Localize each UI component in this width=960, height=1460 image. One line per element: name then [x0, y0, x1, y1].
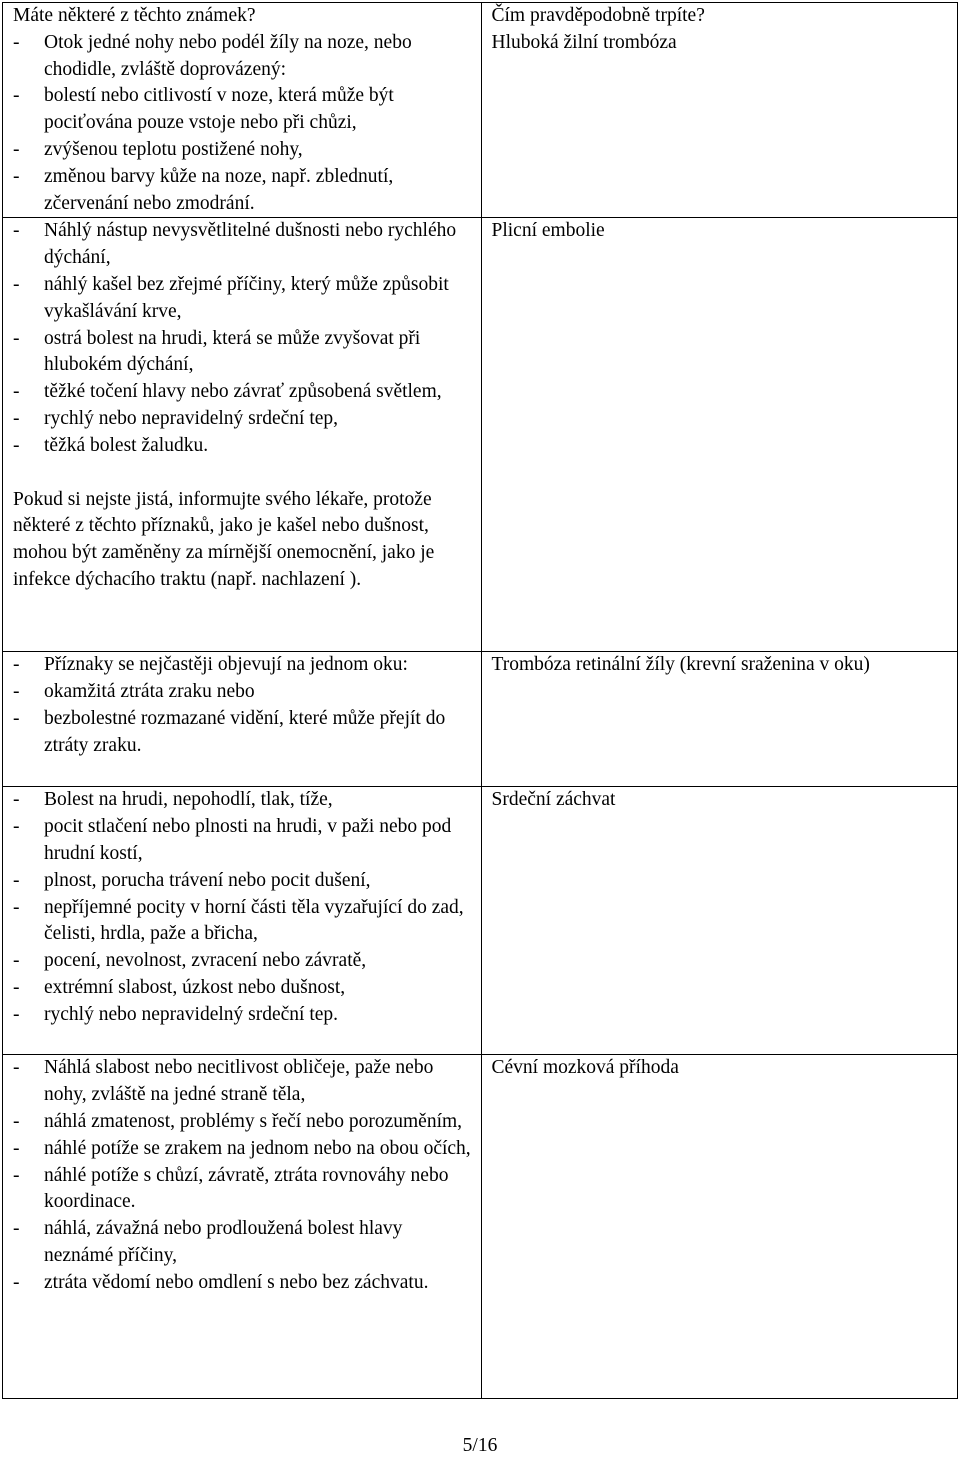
list-item: - pocení, nevolnost, zvracení nebo závratě, [13, 948, 477, 975]
table-row [3, 30, 958, 218]
cell-condition [481, 787, 958, 1055]
condition-label: Trombóza retinální žíly (krevní sraženina v oku) [491, 654, 870, 676]
list-item: - pocit stlačení nebo plnosti na hrudi, v paži nebo pod hrudní kostí, [13, 814, 477, 868]
list-item: - Bolest na hrudi, nepohodlí, tlak, tíže, [13, 787, 477, 814]
note-paragraph: Pokud si nejste jistá, informujte svého lékaře, protože některé z těchto příznaků, jako je kašel nebo dušnost, mohou být zaměněny za mírnější onemocnění, jako je infekce dýchacího traktu (např. nachlazení ). [13, 488, 435, 590]
list-item: - náhlá, závažná nebo prodloužená bolest hlavy neznámé příčiny, [13, 1216, 477, 1270]
list-item: - bolestí nebo citlivostí v noze, která může být pociťována pouze vstoje nebo při chůzi, [13, 83, 477, 137]
cell-symptoms [3, 652, 482, 787]
cell-symptoms [3, 3, 482, 30]
list-item: - rychlý nebo nepravidelný srdeční tep, [13, 406, 477, 433]
cell-condition [481, 3, 958, 30]
list-item: - extrémní slabost, úzkost nebo dušnost, [13, 975, 477, 1002]
table-row [3, 652, 958, 787]
list-item: - Náhlá slabost nebo necitlivost obličeje, paže nebo nohy, zvláště na jedné straně těla, [13, 1055, 477, 1109]
table-row [3, 1055, 958, 1399]
symptom-table [2, 2, 958, 1399]
cell-symptoms [3, 1055, 482, 1399]
table-row [3, 3, 958, 30]
page-number: 5/16 [462, 1435, 498, 1456]
list-item: - ostrá bolest na hrudi, která se může zvyšovat při hlubokém dýchání, [13, 326, 477, 380]
list-item: - těžká bolest žaludku. [13, 433, 477, 460]
cell-symptoms [3, 787, 482, 1055]
table-row [3, 218, 958, 652]
list-item: - plnost, porucha trávení nebo pocit dušení, [13, 868, 477, 895]
list-item: - okamžitá ztráta zraku nebo [13, 679, 477, 706]
condition-label: Hluboká žilní trombóza [491, 31, 677, 53]
list-item: - náhlé potíže se zrakem na jednom nebo na obou očích, [13, 1136, 477, 1163]
column-header-symptoms: Máte některé z těchto známek? [13, 5, 256, 26]
cell-condition [481, 652, 958, 787]
cell-condition [481, 218, 958, 652]
list-item: - Příznaky se nejčastěji objevují na jednom oku: [13, 652, 477, 679]
condition-label: Srdeční záchvat [491, 789, 616, 811]
symptom-list [13, 652, 477, 759]
list-item: - Náhlý nástup nevysvětlitelné dušnosti nebo rychlého dýchání, [13, 218, 477, 272]
list-item: - nepříjemné pocity v horní části těla vyzařující do zad, čelisti, hrdla, paže a břicha, [13, 895, 477, 949]
list-item: - těžké točení hlavy nebo závrať způsobená světlem, [13, 379, 477, 406]
cell-condition [481, 1055, 958, 1399]
list-item: - zvýšenou teplotu postižené nohy, [13, 137, 477, 164]
list-item: - náhlý kašel bez zřejmé příčiny, který může způsobit vykašlávání krve, [13, 272, 477, 326]
list-item: - Otok jedné nohy nebo podél žíly na noze, nebo chodidle, zvláště doprovázený: [13, 30, 477, 84]
symptom-list [13, 218, 477, 459]
symptom-list [13, 30, 477, 218]
symptom-list [13, 1055, 477, 1296]
list-item: - náhlé potíže s chůzí, závratě, ztráta rovnováhy nebo koordinace. [13, 1163, 477, 1217]
list-item: - náhlá zmatenost, problémy s řečí nebo porozuměním, [13, 1109, 477, 1136]
condition-label: Cévní mozková příhoda [491, 1057, 679, 1079]
list-item: - ztráta vědomí nebo omdlení s nebo bez záchvatu. [13, 1270, 477, 1297]
condition-label: Plicní embolie [491, 220, 605, 242]
symptom-list [13, 787, 477, 1028]
column-header-condition: Čím pravděpodobně trpíte? [491, 5, 705, 26]
list-item: - bezbolestné rozmazané vidění, které může přejít do ztráty zraku. [13, 706, 477, 760]
cell-symptoms [3, 30, 482, 218]
list-item: - změnou barvy kůže na noze, např. zblednutí, zčervenání nebo zmodrání. [13, 164, 477, 218]
cell-symptoms [3, 218, 482, 652]
list-item: - rychlý nebo nepravidelný srdeční tep. [13, 1002, 477, 1029]
cell-condition [481, 30, 958, 218]
table-row [3, 787, 958, 1055]
